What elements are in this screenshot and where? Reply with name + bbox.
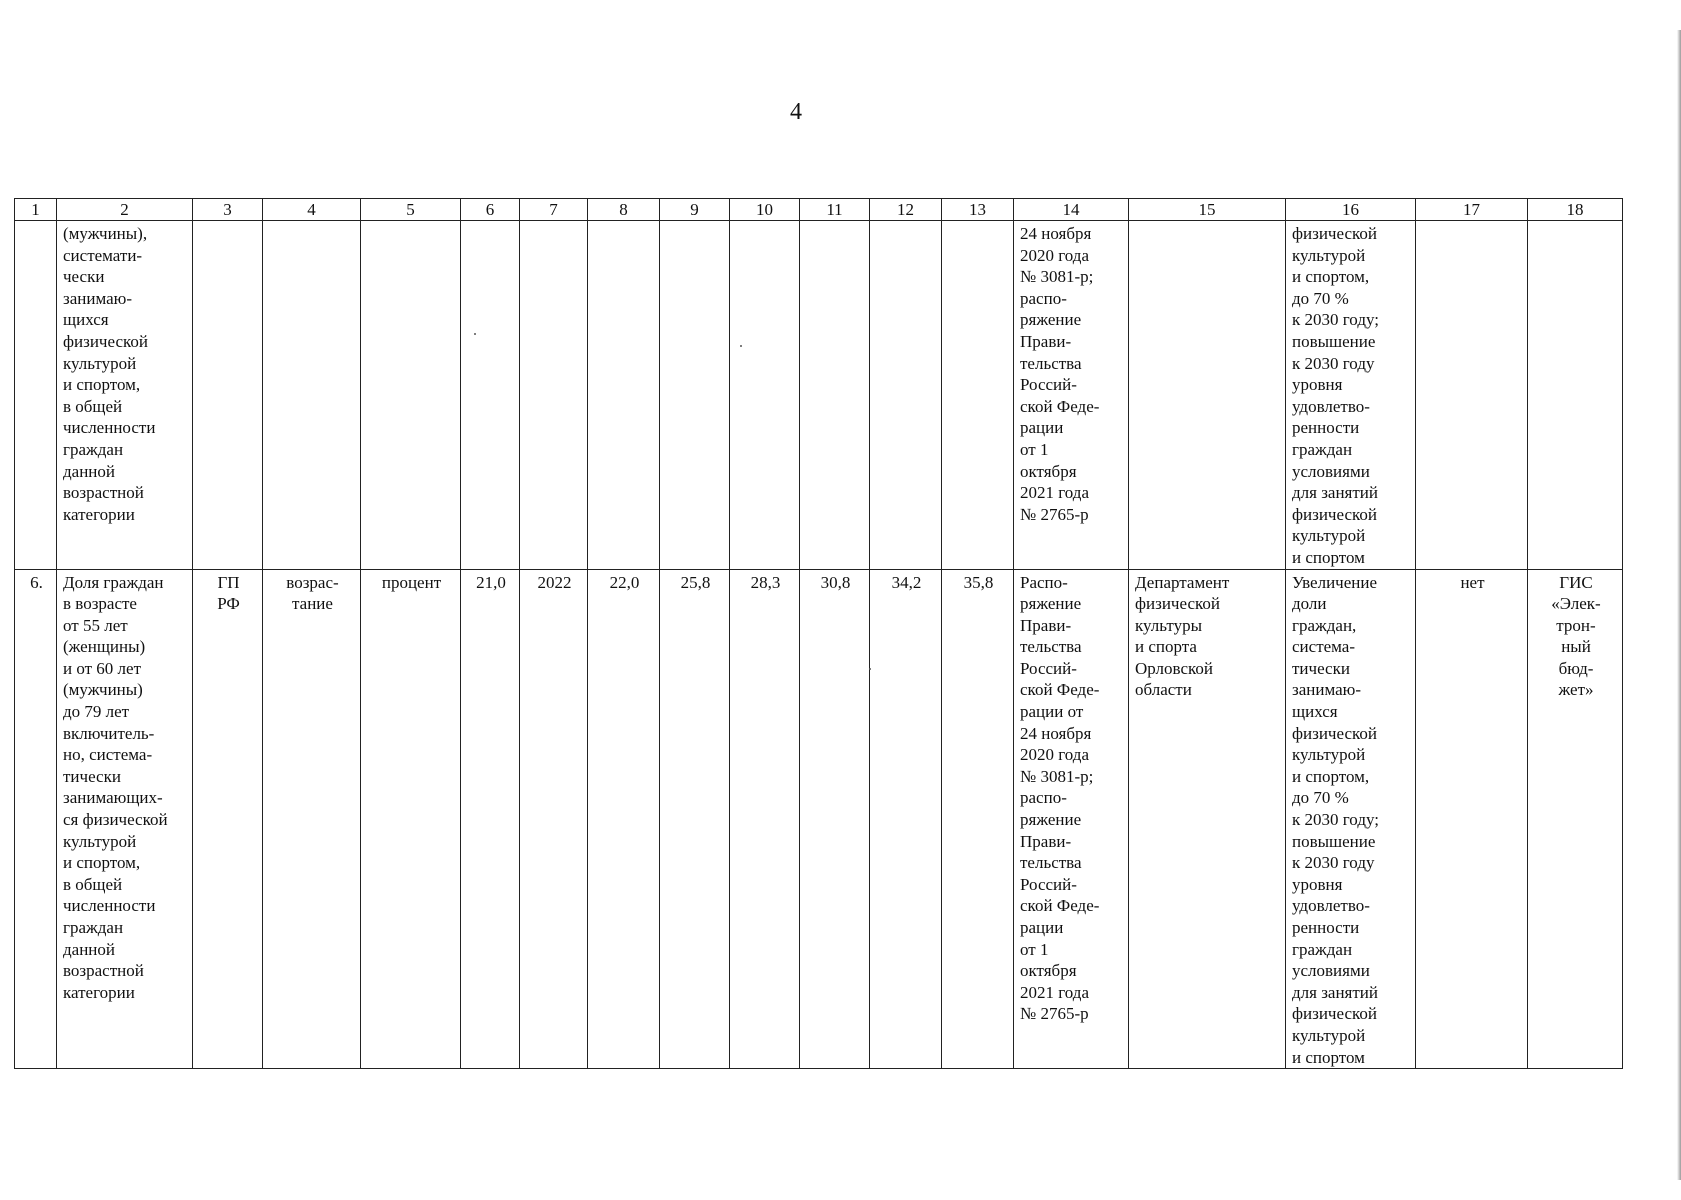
page-number: 4	[790, 99, 802, 125]
responsible-cell: Департамент физической культуры и спорта Орловской области	[1129, 569, 1286, 1069]
value-cell: 22,0	[588, 569, 660, 1069]
column-number: 9	[660, 199, 730, 221]
value-cell	[870, 221, 942, 570]
unit-cell	[361, 221, 461, 570]
value-cell	[730, 221, 800, 570]
level-cell	[193, 221, 263, 570]
flag-cell: нет	[1416, 569, 1528, 1069]
column-number: 14	[1014, 199, 1129, 221]
value-cell	[588, 221, 660, 570]
scan-speck	[740, 345, 742, 347]
document-cell: Распо- ряжение Прави- тельства Россий- ской Феде- рации от 24 ноября 2020 года № 3081-р; распо- ряжение Прави- тельства Россий- ской Феде- рации от 1 октября 2021 года № 2765-р	[1014, 569, 1129, 1069]
column-number: 7	[520, 199, 588, 221]
column-number: 3	[193, 199, 263, 221]
scan-speck	[474, 333, 476, 335]
goal-link-cell: Увеличение доли граждан, система- тически занимаю- щихся физической культурой и спортом, до 70 % к 2030 году; повышение к 2030 году уровня удовлетво- ренности граждан условиями для занятий физической культурой и спортом	[1286, 569, 1416, 1069]
base-year-cell: 2022	[520, 569, 588, 1069]
scan-speck	[869, 668, 871, 670]
document-cell: 24 ноября 2020 года № 3081-р; распо- ряжение Прави- тельства Россий- ской Феде- рации от 1 октября 2021 года № 2765-р	[1014, 221, 1129, 570]
flag-cell	[1416, 221, 1528, 570]
level-cell: ГП РФ	[193, 569, 263, 1069]
column-number: 10	[730, 199, 800, 221]
base-year-cell	[520, 221, 588, 570]
column-number: 4	[263, 199, 361, 221]
column-number: 8	[588, 199, 660, 221]
trend-cell	[263, 221, 361, 570]
base-value-cell: 21,0	[461, 569, 520, 1069]
column-number: 5	[361, 199, 461, 221]
column-number: 18	[1528, 199, 1623, 221]
system-cell	[1528, 221, 1623, 570]
column-number: 2	[57, 199, 193, 221]
table-row	[15, 569, 1623, 1069]
column-number: 12	[870, 199, 942, 221]
column-number: 1	[15, 199, 57, 221]
column-number: 16	[1286, 199, 1416, 221]
value-cell	[800, 221, 870, 570]
indicator-name-cell: Доля граждан в возрасте от 55 лет (женщины) и от 60 лет (мужчины) до 79 лет включитель- но, система- тически занимающих- ся физической культурой и спортом, в общей численности граждан данной возрастной категории	[57, 569, 193, 1069]
column-number: 17	[1416, 199, 1528, 221]
unit-cell: процент	[361, 569, 461, 1069]
value-cell: 30,8	[800, 569, 870, 1069]
value-cell: 25,8	[660, 569, 730, 1069]
row-number-cell	[15, 221, 57, 570]
base-value-cell	[461, 221, 520, 570]
row-number-cell: 6.	[15, 569, 57, 1069]
value-cell	[942, 221, 1014, 570]
trend-cell: возрас- тание	[263, 569, 361, 1069]
table-row	[15, 221, 1623, 570]
scan-edge-shadow	[1677, 30, 1681, 1180]
value-cell: 34,2	[870, 569, 942, 1069]
value-cell	[660, 221, 730, 570]
value-cell: 35,8	[942, 569, 1014, 1069]
responsible-cell	[1129, 221, 1286, 570]
column-number: 15	[1129, 199, 1286, 221]
goal-link-cell: физической культурой и спортом, до 70 % к 2030 году; повышение к 2030 году уровня удовлетво- ренности граждан условиями для занятий физической культурой и спортом	[1286, 221, 1416, 570]
indicator-name-cell: (мужчины), системати- чески занимаю- щихся физической культурой и спортом, в общей численности граждан данной возрастной категории	[57, 221, 193, 570]
value-cell: 28,3	[730, 569, 800, 1069]
column-number: 6	[461, 199, 520, 221]
column-number: 11	[800, 199, 870, 221]
column-number-row	[15, 199, 1623, 221]
indicators-table	[14, 198, 1623, 1069]
column-number: 13	[942, 199, 1014, 221]
system-cell: ГИС «Элек- трон- ный бюд- жет»	[1528, 569, 1623, 1069]
